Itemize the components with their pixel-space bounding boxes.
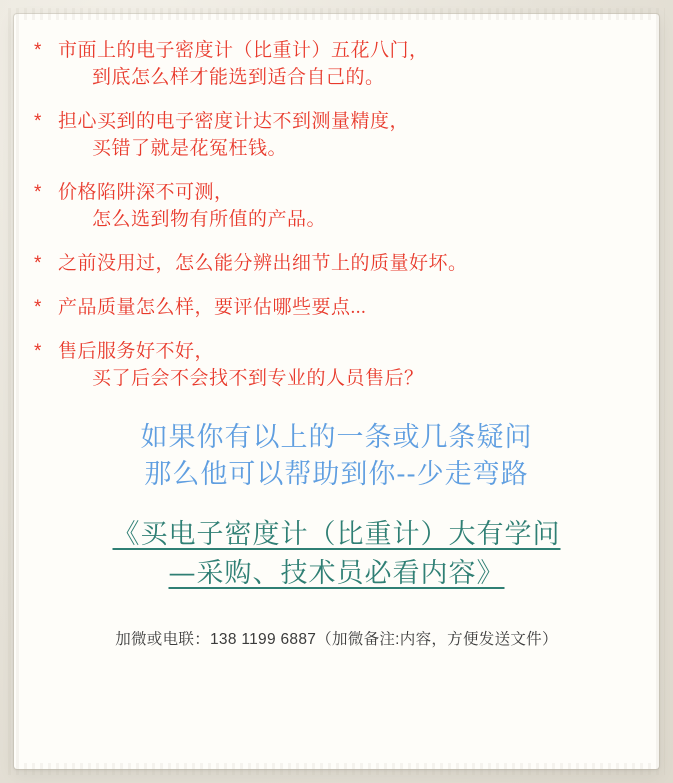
list-item bbox=[34, 38, 639, 92]
page-title bbox=[34, 515, 639, 593]
list-item-line-1: 产品质量怎么样，要评估哪些要点... bbox=[58, 296, 367, 318]
title-line-2: —采购、技术员必看内容》 bbox=[168, 558, 505, 590]
list-item bbox=[34, 251, 639, 278]
slogan-line-2: 那么他可以帮助到你--少走弯路 bbox=[144, 458, 529, 490]
list-item-text bbox=[58, 180, 639, 234]
list-item-line-2: 怎么选到物有所值的产品。 bbox=[92, 208, 327, 230]
list-item bbox=[34, 109, 639, 163]
list-item-line-1: 售后服务好不好， bbox=[58, 340, 215, 362]
list-item bbox=[34, 295, 639, 322]
list-item-line-1: 之前没用过，怎么能分辨出细节上的质量好坏。 bbox=[58, 252, 468, 274]
bullet-marker-icon: * bbox=[34, 110, 42, 132]
bullet-list bbox=[34, 38, 639, 393]
list-item-line-2: 买了后会不会找不到专业的人员售后？ bbox=[92, 367, 424, 389]
bullet-marker-icon: * bbox=[34, 40, 42, 61]
title-line-1: 《买电子密度计（比重计）大有学问 bbox=[112, 519, 561, 551]
bullet-marker-icon: * bbox=[34, 252, 42, 274]
list-item-line-1: 担心买到的电子密度计达不到测量精度， bbox=[58, 110, 410, 132]
slogan-block bbox=[34, 419, 639, 494]
list-item-text bbox=[58, 109, 639, 163]
list-item bbox=[34, 180, 639, 234]
list-item-text bbox=[58, 339, 639, 393]
list-item-text bbox=[58, 251, 639, 278]
list-item-line-2: 买错了就是花冤枉钱。 bbox=[92, 137, 288, 159]
bullet-marker-icon: * bbox=[34, 296, 42, 318]
list-item-line-1: 价格陷阱深不可测， bbox=[58, 181, 234, 203]
bullet-marker-icon: * bbox=[34, 181, 42, 203]
slogan-line-1: 如果你有以上的一条或几条疑问 bbox=[140, 421, 533, 453]
bullet-marker-icon: * bbox=[34, 340, 42, 362]
list-item-text bbox=[58, 38, 639, 92]
list-item bbox=[34, 339, 639, 393]
contact-footer: 加微或电联：138 1199 6887（加微备注:内容，方便发送文件） bbox=[115, 631, 558, 649]
list-item-line-1: 市面上的电子密度计（比重计）五花八门， bbox=[58, 40, 429, 61]
list-item-text bbox=[58, 295, 639, 322]
list-item-line-2: 到底怎么样才能选到适合自己的。 bbox=[92, 66, 385, 88]
